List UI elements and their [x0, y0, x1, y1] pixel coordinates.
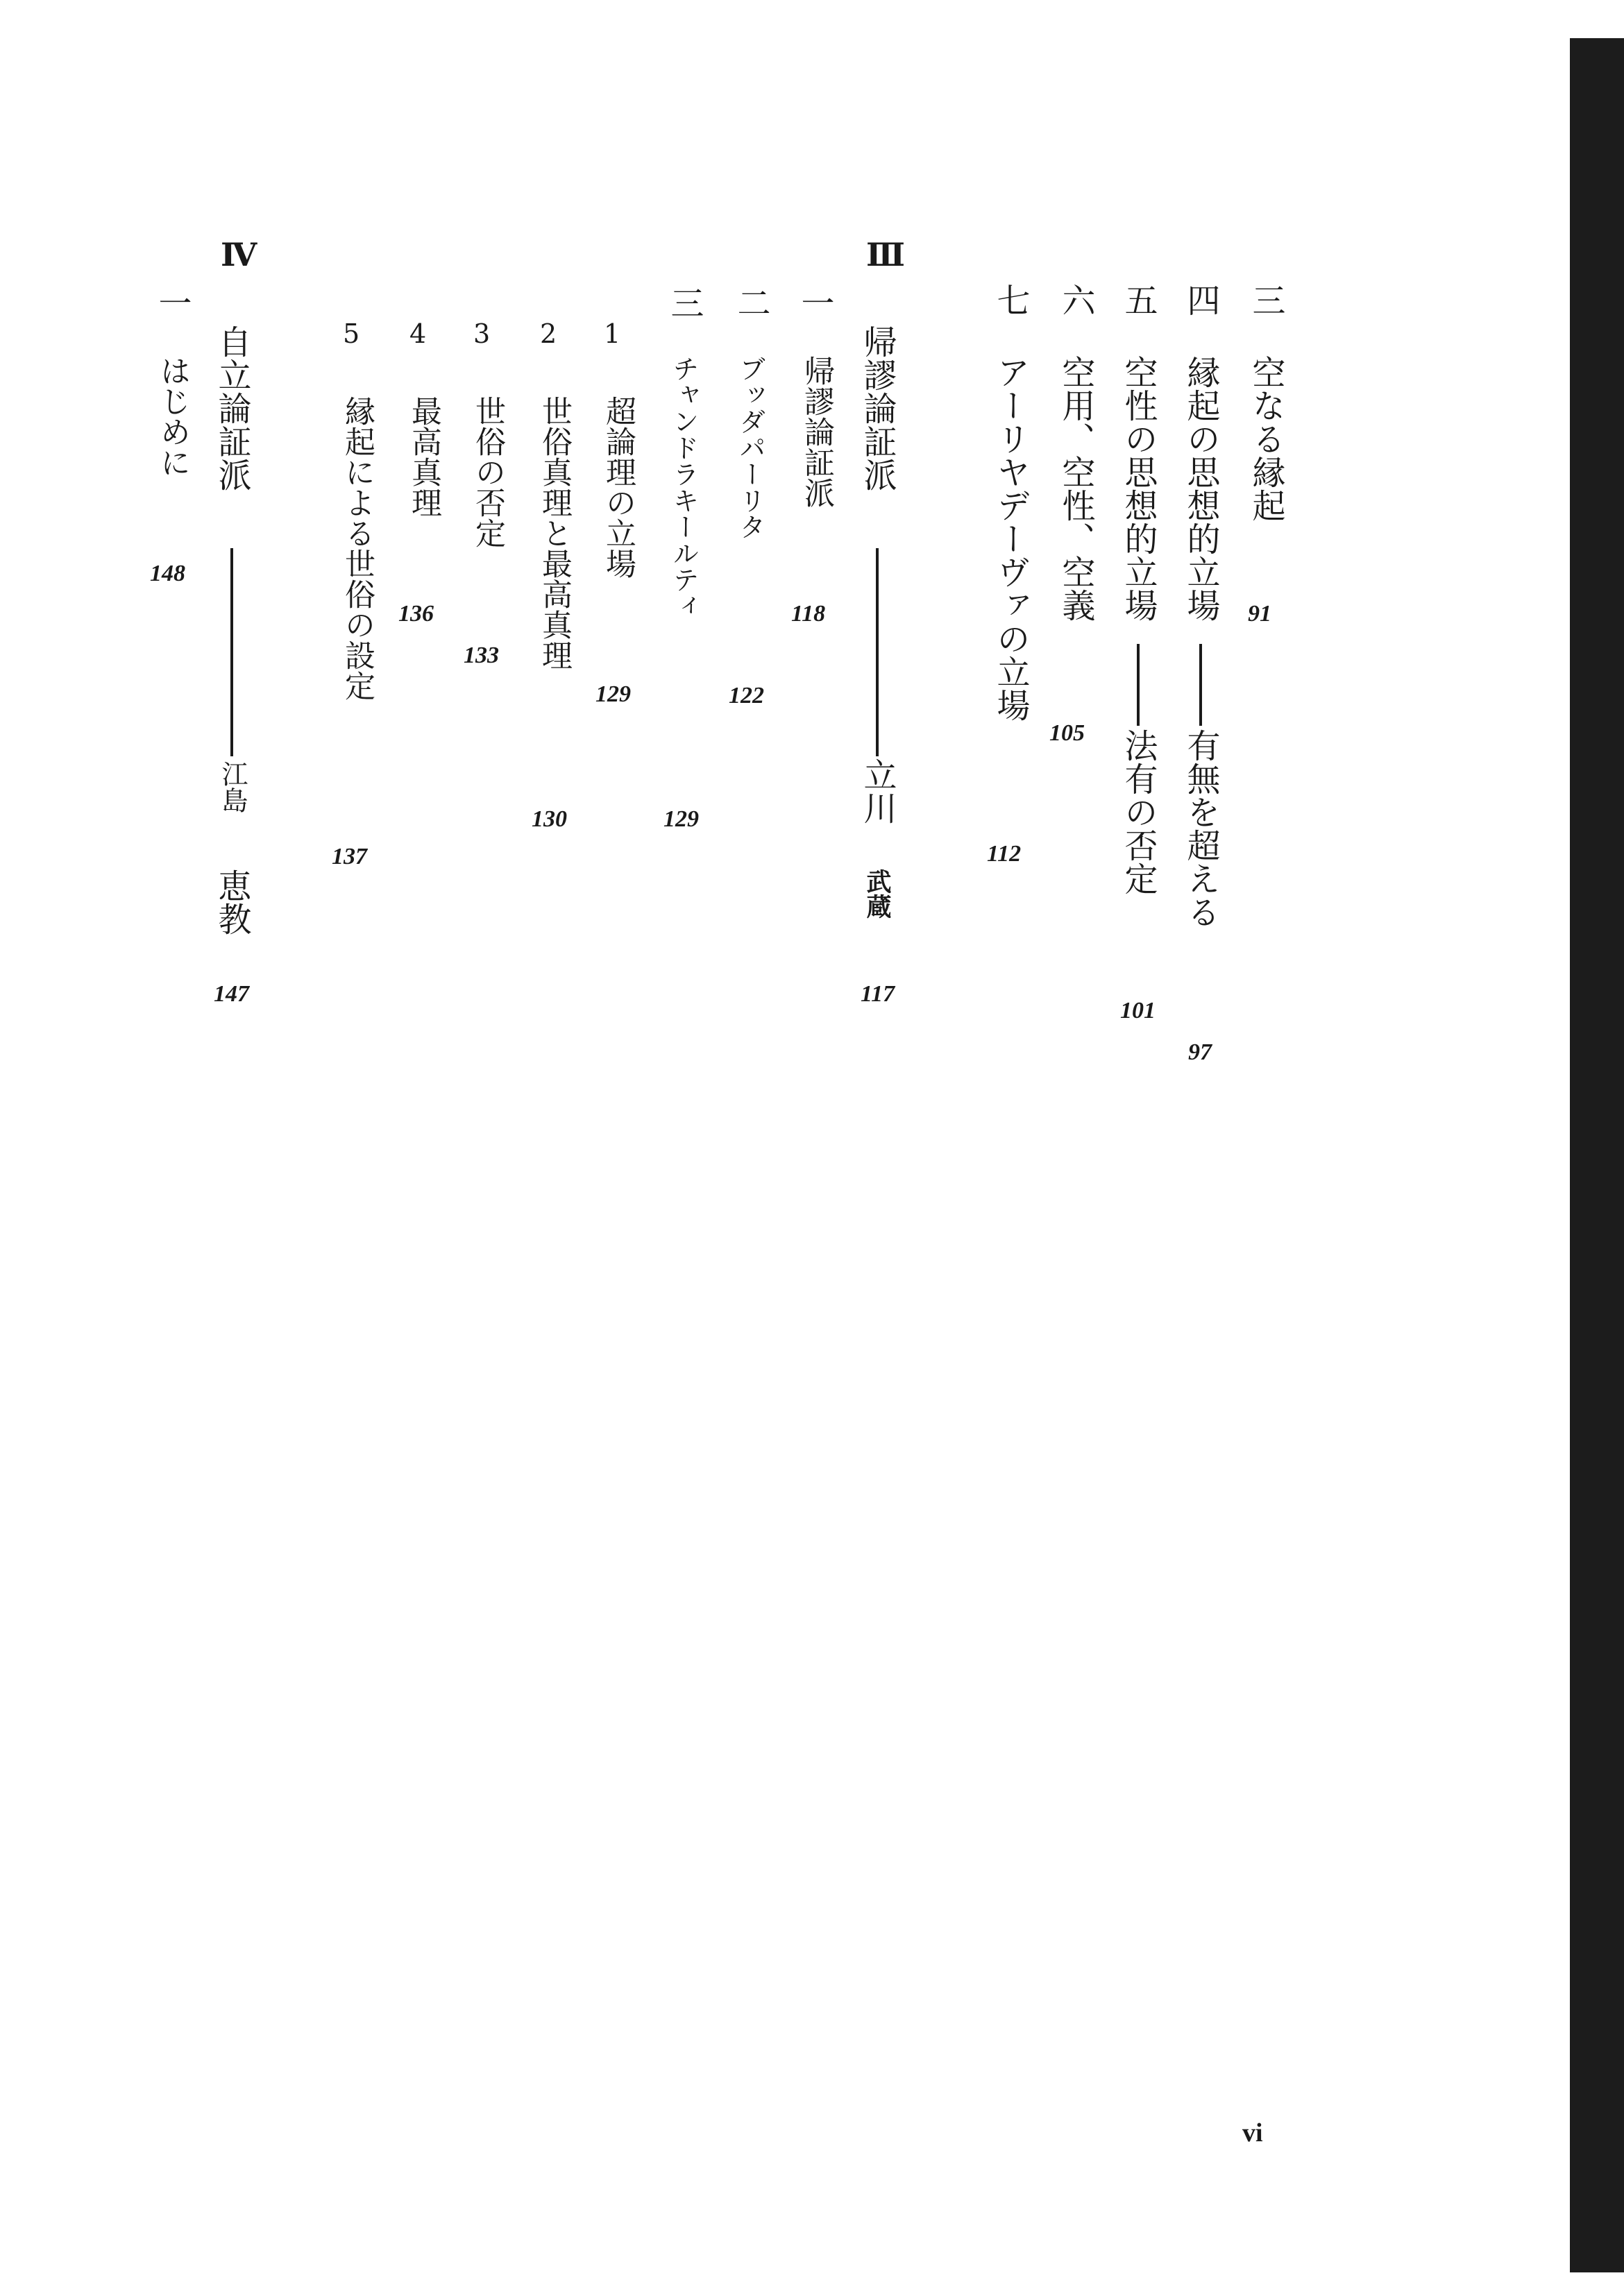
toc-entry-4-title: 縁起の思想的立場 [1181, 355, 1220, 622]
toc-subsection-5-title: 縁起による世俗の設定 [339, 396, 375, 701]
toc-section-3-number: 三 [665, 286, 704, 319]
scan-edge-shadow [1570, 38, 1624, 2272]
toc-subsection-2-title: 世俗真理と最高真理 [536, 396, 572, 670]
toc-subsection-2-page: 130 [532, 806, 567, 832]
toc-subsection-1-number: 1 [604, 318, 625, 349]
toc-entry-6-number: 六 [1056, 283, 1095, 316]
toc-subsection-1-title: 超論理の立場 [600, 396, 636, 579]
toc-entry-5-number: 五 [1119, 283, 1158, 316]
toc-section-1-number: 一 [795, 286, 834, 319]
toc-subsection-3-title: 世俗の否定 [470, 396, 505, 548]
toc-subsection-5-number: 5 [343, 318, 364, 349]
toc-part-4-author-family: 江島 [217, 760, 248, 813]
toc-part-3-dash [876, 548, 879, 756]
toc-entry-5-subtitle: 法有の否定 [1119, 729, 1158, 895]
toc-entry-3-title: 空なる縁起 [1246, 355, 1285, 522]
toc-entry-6-page: 105 [1049, 720, 1085, 746]
toc-entry-3-page: 91 [1248, 601, 1271, 627]
toc-section-3-page: 129 [663, 806, 699, 832]
toc-subsection-4-title: 最高真理 [406, 396, 441, 518]
toc-section-2-title: ブッダパーリタ [735, 355, 766, 540]
toc-section-3-title: チャンドラキールティ [668, 355, 699, 619]
toc-part-4-numeral: Ⅳ [221, 236, 257, 273]
toc-subsection-4-number: 4 [409, 318, 431, 349]
toc-part-4-page: 147 [214, 981, 249, 1007]
toc-entry-5-title: 空性の思想的立場 [1119, 355, 1158, 622]
toc-subsection-3-number: 3 [473, 318, 495, 349]
toc-entry-4-subtitle: 有無を超える [1181, 729, 1220, 928]
toc-entry-5-page: 101 [1120, 998, 1156, 1023]
toc-entry-7-page: 112 [987, 841, 1022, 867]
toc-part-4-title: 自立論証派 [212, 325, 251, 491]
toc-entry-4-number: 四 [1181, 283, 1220, 316]
toc-entry-6-title: 空用、空性、空義 [1056, 355, 1095, 622]
toc-part-3-page: 117 [861, 981, 895, 1007]
toc-entry-3-number: 三 [1246, 283, 1285, 316]
toc-subsection-5-page: 137 [332, 844, 367, 869]
toc-part-4-section-1-page: 148 [150, 561, 185, 586]
toc-section-1-title: 帰謬論証派 [799, 355, 834, 508]
toc-entry-7-number: 七 [991, 283, 1030, 316]
toc-part-3-title: 帰謬論証派 [858, 325, 897, 491]
toc-section-2-page: 122 [729, 683, 764, 708]
toc-subsection-3-page: 133 [464, 643, 499, 668]
toc-entry-5-dash [1137, 644, 1140, 726]
toc-part-4-author-given: 恵教 [212, 869, 251, 935]
toc-part-4-dash [230, 548, 233, 756]
toc-part-3-author-family: 立川 [858, 758, 897, 824]
toc-section-2-number: 二 [731, 286, 770, 319]
toc-section-1-page: 118 [791, 601, 826, 627]
toc-entry-4-page: 97 [1188, 1039, 1212, 1065]
toc-entry-7-title: アーリヤデーヴァの立場 [991, 355, 1030, 722]
toc-part-3-numeral: Ⅲ [866, 236, 906, 273]
toc-part-4-section-1-title: はじめに [155, 355, 190, 477]
toc-entry-4-dash [1199, 644, 1202, 726]
toc-subsection-2-number: 2 [540, 318, 561, 349]
page-folio: vi [1242, 2118, 1263, 2148]
toc-part-3-author-given: 武蔵 [863, 869, 892, 919]
toc-part-4-section-1-number: 一 [153, 286, 192, 319]
toc-subsection-1-page: 129 [595, 681, 631, 707]
toc-subsection-4-page: 136 [398, 601, 434, 627]
